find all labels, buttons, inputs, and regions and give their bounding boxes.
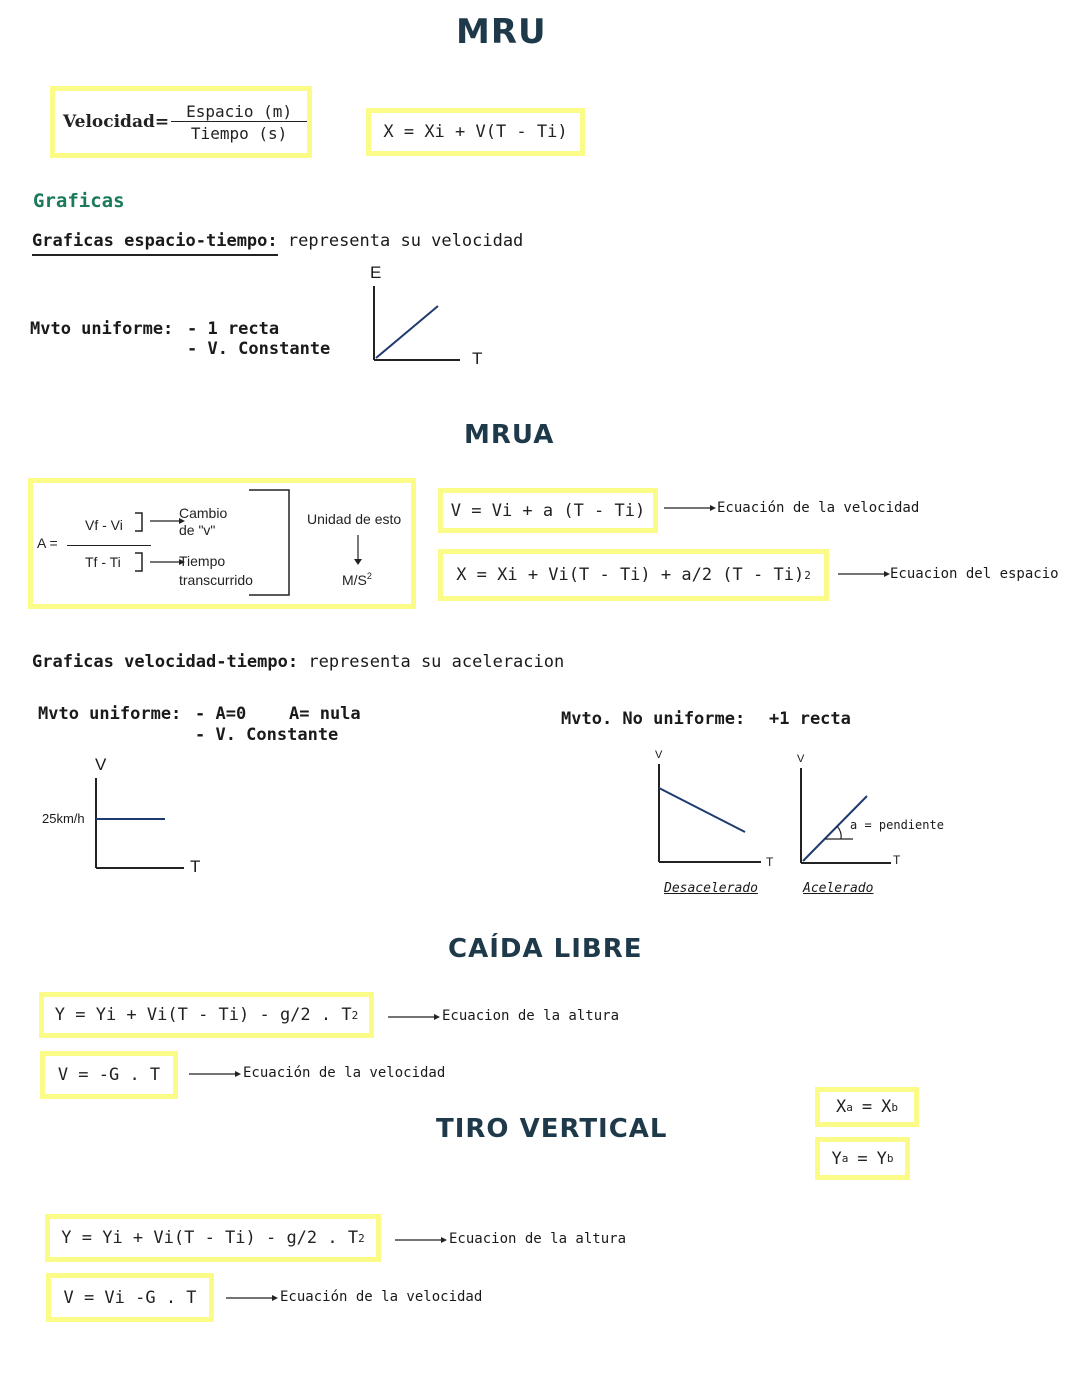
velocity-denominator: Tiempo (s) — [190, 123, 288, 143]
vt-uniform-graph — [90, 774, 190, 874]
mrua-velocity-equation: V = Vi + a (T - Ti) — [438, 488, 658, 533]
vt-uni-line1: - A=0 — [195, 704, 247, 724]
unit-label — [342, 571, 372, 588]
caida-v-desc: Ecuación de la velocidad — [243, 1065, 446, 1081]
velocity-label: Velocidad= — [63, 112, 170, 132]
caida-y-exp: 2 — [351, 1008, 359, 1022]
acel-axis-v: V — [797, 753, 805, 765]
xa-sub: a — [846, 1100, 853, 1114]
yb-sub: b — [886, 1152, 894, 1165]
caida-velocity-equation: V = -G . T — [40, 1051, 178, 1099]
mru-position-equation: X = Xi + V(T - Ti) — [366, 108, 585, 156]
mrua-space-eq-text: X = Xi + Vi(T - Ti) + a/2 (T - Ti) — [456, 565, 805, 585]
velocity-numerator: Espacio (m) — [171, 102, 307, 122]
arrow-caida-v — [187, 1068, 243, 1080]
mrua-space-eq-exp: 2 — [804, 568, 811, 582]
tiro-y-desc: Ecuacion de la altura — [449, 1231, 627, 1247]
mvto-line1: - 1 recta — [187, 319, 280, 339]
tiro-v-desc: Ecuación de la velocidad — [280, 1289, 483, 1305]
acelerado-graph — [797, 766, 897, 866]
a-denominator: Tf - Ti — [85, 554, 121, 570]
et-desc: representa su velocidad — [287, 231, 524, 251]
unit-exp: 2 — [366, 571, 372, 581]
tiro-title: TIRO VERTICAL — [436, 1114, 668, 1144]
axis-e-label: E — [370, 263, 382, 282]
tiro-velocity-equation: V = Vi -G . T — [46, 1273, 214, 1322]
a-numerator: Vf - Vi — [85, 517, 123, 533]
axis-t-label: T — [472, 349, 483, 368]
acceleration-box — [28, 478, 416, 609]
arrow-x-eq — [836, 568, 892, 580]
vt-desc: representa su aceleracion — [308, 652, 565, 672]
desac-axis-t: T — [766, 855, 774, 869]
vt-uni-line2: - V. Constante — [195, 725, 339, 745]
et-row — [32, 231, 523, 251]
yb: Y — [876, 1148, 887, 1169]
xa: X — [836, 1097, 847, 1117]
vt-nouni-val: +1 recta — [769, 709, 851, 729]
vt-uni-line1b: A= nula — [289, 704, 361, 724]
arrow-tiro-y — [393, 1234, 449, 1246]
ya: Y — [831, 1148, 842, 1169]
arrow-v-eq — [662, 502, 718, 514]
mrua-x-desc: Ecuacion del espacio — [890, 566, 1059, 582]
de-v-label: de "v" — [179, 522, 216, 538]
tiro-y-exp: 2 — [358, 1231, 365, 1245]
ya-sub: a — [841, 1152, 849, 1165]
mvto-line2: - V. Constante — [187, 339, 331, 359]
arrow-tiro-v — [224, 1292, 280, 1304]
ya-yb-box — [815, 1137, 910, 1180]
espacio-tiempo-graph — [368, 282, 468, 366]
tiro-y-eq: Y = Yi + Vi(T - Ti) - g/2 . T — [61, 1228, 359, 1248]
acelerado-label: Acelerado — [803, 881, 874, 896]
xb: X — [881, 1097, 892, 1117]
vt-label: Graficas velocidad-tiempo: — [32, 652, 299, 672]
transcurrido-label: transcurrido — [179, 572, 253, 588]
desacelerado-label: Desacelerado — [664, 881, 758, 896]
velocity-formula-box — [50, 86, 312, 158]
unidad-label: Unidad de esto — [307, 511, 402, 527]
y-eq-sign: = — [857, 1148, 868, 1169]
unidad-arrow — [351, 533, 365, 567]
big-bracket — [247, 487, 297, 599]
acel-axis-t: T — [893, 853, 901, 867]
caida-title: CAÍDA LIBRE — [448, 934, 643, 964]
vt-speed-label: 25km/h — [42, 811, 85, 826]
desacelerado-graph — [655, 762, 765, 866]
vt-axis-v: V — [95, 755, 107, 774]
x-eq-sign: = — [861, 1097, 873, 1117]
mrua-title: MRUA — [464, 420, 555, 450]
cambio-label: Cambio — [179, 505, 228, 521]
caida-height-equation — [39, 992, 374, 1038]
vt-axis-t: T — [190, 857, 201, 876]
tiro-height-equation — [45, 1214, 381, 1262]
caida-y-desc: Ecuacion de la altura — [442, 1008, 620, 1024]
desac-axis-v: V — [655, 749, 663, 761]
vt-row — [32, 652, 564, 672]
a-label: A = — [37, 535, 58, 551]
et-label: Graficas espacio-tiempo: — [32, 231, 278, 256]
mru-title: MRU — [456, 12, 547, 52]
mrua-space-equation — [438, 549, 829, 601]
xb-sub: b — [891, 1100, 898, 1114]
caida-y-eq: Y = Yi + Vi(T - Ti) - g/2 . T — [54, 1005, 352, 1025]
xa-xb-box — [815, 1087, 919, 1127]
mrua-v-desc: Ecuación de la velocidad — [717, 500, 920, 516]
graficas-heading: Graficas — [33, 190, 125, 212]
unit-base: M/S — [342, 572, 367, 588]
arrow-caida-y — [386, 1011, 442, 1023]
mvto-uniforme-label: Mvto uniforme: — [30, 319, 174, 339]
vt-nouni-label: Mvto. No uniforme: — [561, 709, 746, 729]
tiempo-label: Tiempo — [179, 553, 226, 569]
vt-uniforme-label: Mvto uniforme: — [38, 704, 182, 724]
pendiente-label: a = pendiente — [850, 818, 944, 832]
